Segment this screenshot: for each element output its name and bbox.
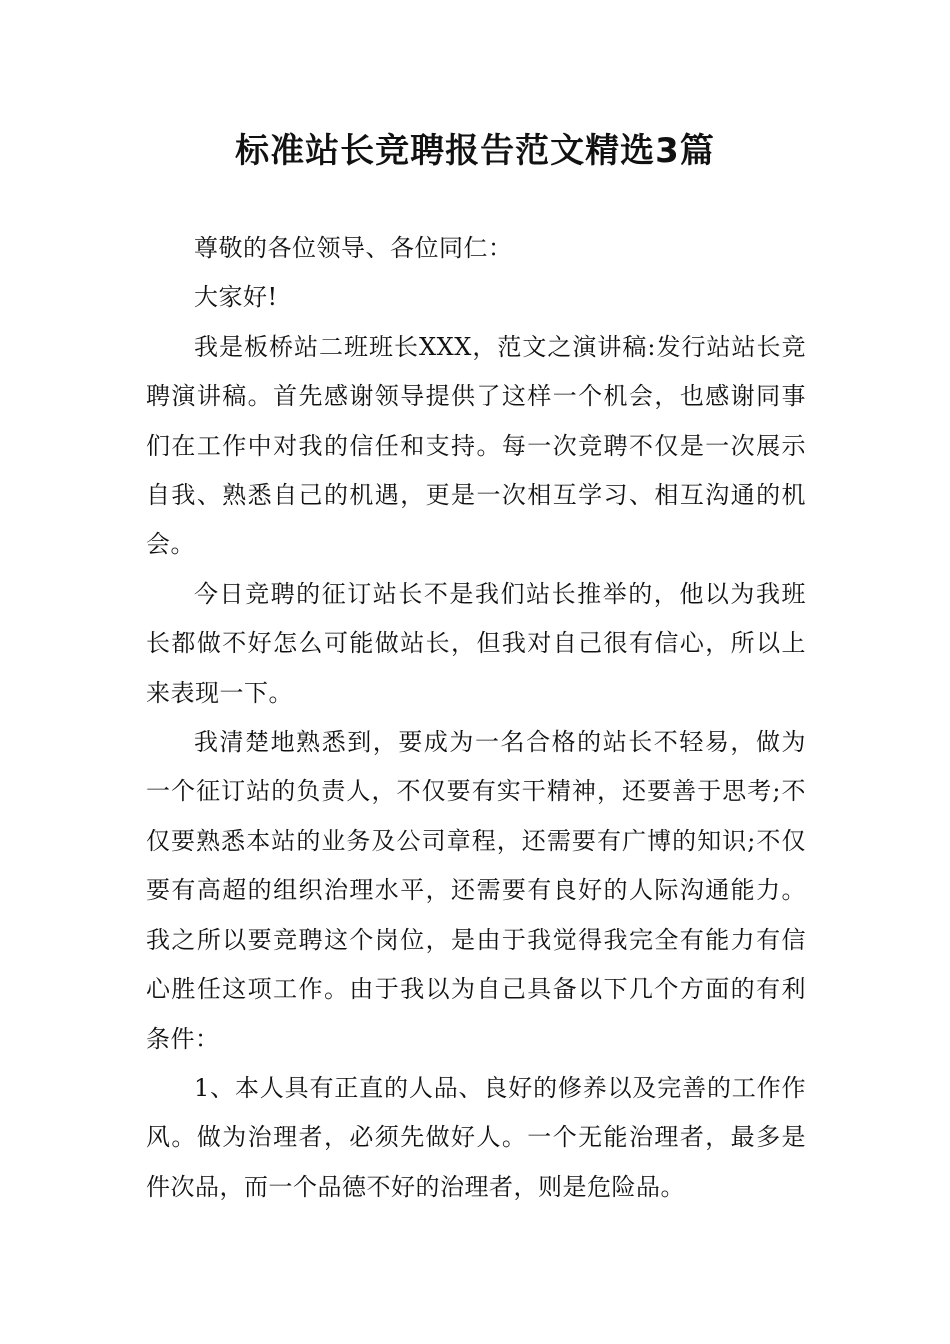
greeting-paragraph: 大家好! [194, 283, 278, 312]
document-body [146, 224, 806, 1212]
motivation-paragraph: 今日竞聘的征订站长不是我们站长推举的，他以为我班长都做不好怎么可能做站长，但我对自己很有信心，所以上来表现一下。 [146, 579, 806, 707]
intro-paragraph: 我是板桥站二班班长XXX，范文之演讲稿:发行站站长竞聘演讲稿。首先感谢领导提供了这样一个机会，也感谢同事们在工作中对我的信任和支持。每一次竞聘不仅是一次展示自我、熟悉自己的机遇，更是一次相互学习、相互沟通的机会。 [146, 332, 806, 559]
document-title: 标准站长竞聘报告范文精选3篇 [235, 131, 715, 171]
qualification-paragraph: 我清楚地熟悉到，要成为一名合格的站长不轻易，做为一个征订站的负责人，不仅要有实干精神，还要善于思考;不仅要熟悉本站的业务及公司章程，还需要有广博的知识;不仅要有高超的组织治理水平，还需要有良好的人际沟通能力。我之所以要竞聘这个岗位，是由于我觉得我完全有能力有信心胜任这项工作。由于我以为自己具备以下几个方面的有利条件： [146, 728, 806, 1053]
point-one-paragraph: 1、本人具有正直的人品、良好的修养以及完善的工作作风。做为治理者，必须先做好人。一个无能治理者，最多是件次品，而一个品德不好的治理者，则是危险品。 [146, 1073, 806, 1201]
salutation-paragraph: 尊敬的各位领导、各位同仁： [194, 234, 513, 262]
